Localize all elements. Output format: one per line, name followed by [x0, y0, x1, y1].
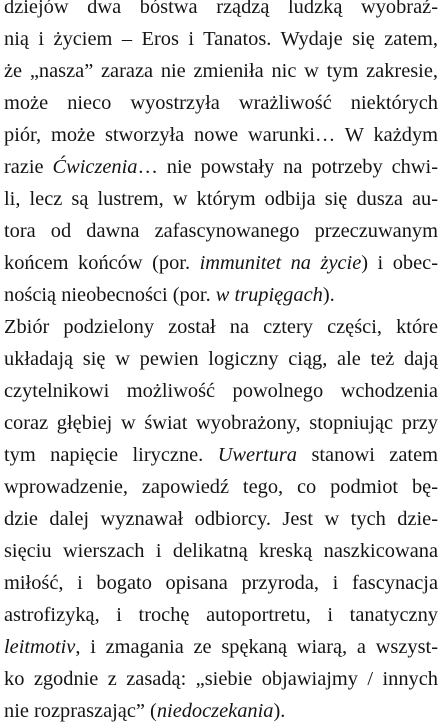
text-line [4, 535, 438, 567]
text-segment: tym napięcie liryczne. [4, 444, 218, 466]
text-segment: Zbiór podzielony został na cztery części, które [4, 316, 438, 338]
text-segment: układają się w pewien logiczny ciąg, ale też dają [4, 348, 438, 370]
text-segment: końcem końców (por. [4, 252, 200, 274]
text-line [4, 279, 438, 311]
text-line [4, 375, 438, 407]
text-segment: astrofizyką, i trochę autoportretu, i tanatyczny [4, 604, 438, 626]
text-line [4, 407, 438, 439]
text-segment: tora od dawna zafascynowanego przeczuwanym [4, 220, 438, 242]
text-segment: stanowi zatem [297, 444, 438, 466]
text-segment: ). [273, 700, 286, 722]
text-segment: może nieco wyostrzyła wrażliwość niektórych [4, 92, 438, 114]
text-line [4, 87, 438, 119]
text-segment: , i zmagania ze spękaną wiarą, a wszyst- [75, 636, 438, 658]
document-page [4, 0, 438, 727]
italic-title: immunitet na życie [199, 252, 362, 274]
text-segment: nością nieobecności (por. [4, 284, 216, 306]
text-segment: ko zgodnie z zasadą: „siebie objawiajmy / innych [4, 668, 438, 690]
text-segment: że „nasza” zaraza nie zmieniła nic w tym zakresie, [4, 60, 438, 82]
text-line [4, 119, 438, 151]
italic-title: niedoczekania [156, 700, 274, 722]
text-segment: czytelnikowi możliwość powolnego wchodzenia [4, 380, 438, 402]
text-line [4, 503, 438, 535]
text-segment: sięciu wierszach i delikatną kreską naszkicowana [4, 540, 438, 562]
italic-title: Ćwiczenia [52, 156, 138, 178]
text-line [4, 599, 438, 631]
text-segment: … nie powstały na potrzeby chwi- [137, 156, 438, 178]
text-line [4, 663, 438, 695]
text-line [4, 439, 438, 471]
text-line [4, 471, 438, 503]
italic-title: leitmotiv [4, 636, 76, 658]
text-segment: miłość, i bogato opisana przyroda, i fascynacja [4, 572, 438, 594]
body-text [4, 0, 438, 727]
italic-title: w trupięgach [215, 284, 323, 306]
text-line [4, 55, 438, 87]
text-line [4, 343, 438, 375]
text-line [4, 183, 438, 215]
paragraph [4, 311, 438, 727]
text-segment: dziejów dwa bóstwa rządzą ludzką wyobraź- [4, 0, 438, 18]
text-segment: nią i życiem – Eros i Tanatos. Wydaje się zatem, [4, 28, 438, 50]
paragraph [4, 0, 438, 311]
text-segment: piór, może stworzyła nowe warunki… W każdym [4, 124, 438, 146]
text-line [4, 0, 438, 23]
text-line [4, 23, 438, 55]
text-segment: ) i obec- [361, 252, 438, 274]
text-line [4, 567, 438, 599]
text-line [4, 215, 438, 247]
text-segment: ). [322, 284, 335, 306]
text-segment: coraz głębiej w świat wyobrażony, stopniując przy [4, 412, 438, 434]
text-line [4, 695, 438, 727]
text-segment: razie [4, 156, 53, 178]
text-segment: li, lecz są lustrem, w którym odbija się dusza au- [4, 188, 438, 210]
text-line [4, 311, 438, 343]
text-segment: nie rozpraszając” ( [4, 700, 157, 722]
text-line [4, 247, 438, 279]
text-segment: wprowadzenie, zapowiedź tego, co podmiot bę- [4, 476, 438, 498]
text-line [4, 151, 438, 183]
text-segment: dzie dalej wyznawał odbiorcy. Jest w tych dzie- [4, 508, 438, 530]
italic-title: Uwertura [217, 444, 298, 466]
text-line [4, 631, 438, 663]
